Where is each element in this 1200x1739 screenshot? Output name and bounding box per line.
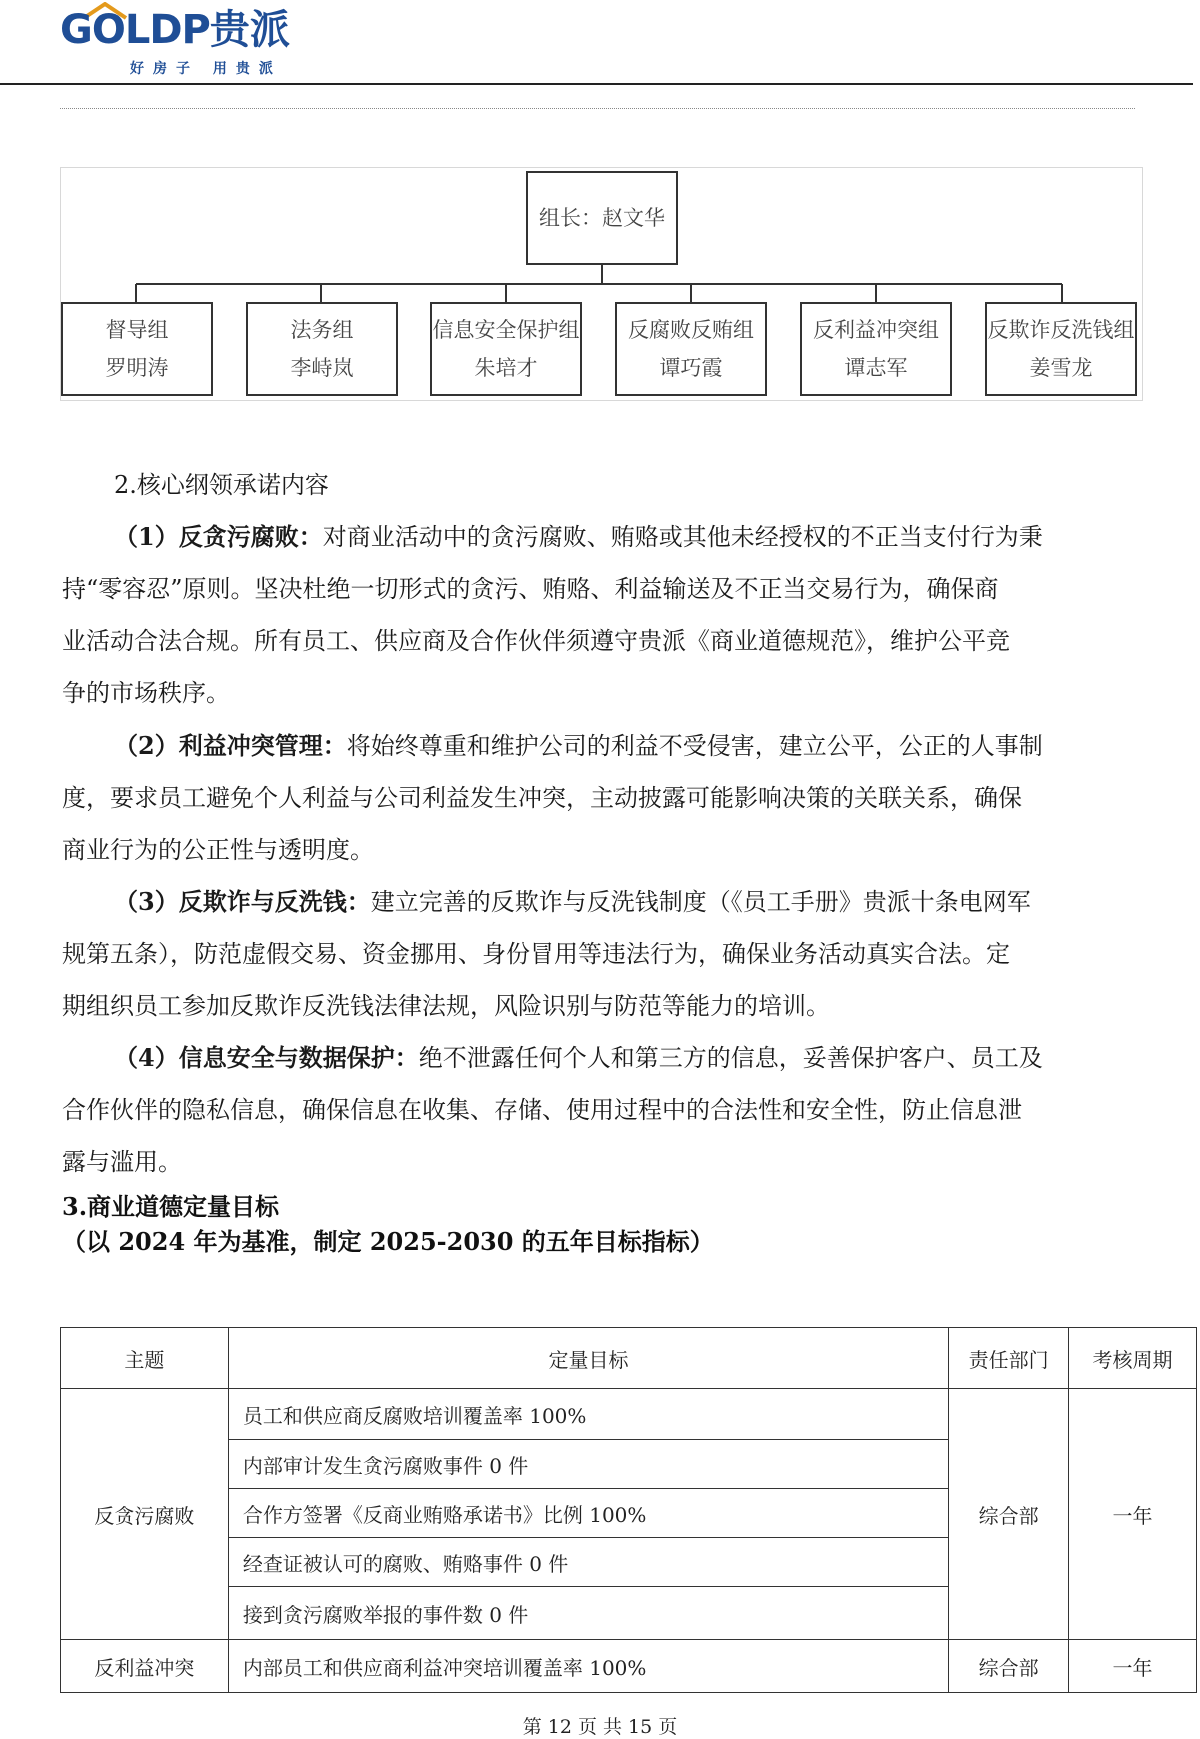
paragraph-line: 争的市场秩序。 xyxy=(62,679,230,707)
header-topic: 主题 xyxy=(61,1328,229,1389)
period-cell: 一年 xyxy=(1069,1640,1197,1693)
table-header-row xyxy=(61,1328,1197,1389)
team-lead: 姜雪龙 xyxy=(1029,356,1093,380)
paragraph-line: 合作伙伴的隐私信息，确保信息在收集、存储、使用过程中的合法性和安全性，防止信息泄 xyxy=(62,1096,1022,1124)
goal-cell: 经查证被认可的腐败、贿赂事件 0 件 xyxy=(228,1538,948,1587)
paragraph-line: 规第五条），防范虚假交易、资金挪用、身份冒用等违法行为，确保业务活动真实合法。定 xyxy=(62,940,1010,968)
org-team-box xyxy=(800,302,952,396)
header-dept: 责任部门 xyxy=(949,1328,1069,1389)
team-lead: 罗明涛 xyxy=(105,356,169,380)
item-label: （1）反贪污腐败： xyxy=(114,522,323,551)
paragraph-line xyxy=(114,511,1043,563)
team-lead: 谭巧霞 xyxy=(659,356,723,380)
goal-cell: 接到贪污腐败举报的事件数 0 件 xyxy=(228,1587,948,1640)
team-name: 法务组 xyxy=(290,318,354,342)
paragraph-line xyxy=(114,876,1031,928)
org-chart xyxy=(60,167,1143,401)
paragraph-line: 期组织员工参加反欺诈反洗钱法律法规，风险识别与防范等能力的培训。 xyxy=(62,992,830,1020)
table-row xyxy=(61,1640,1197,1693)
item-label: （2）利益冲突管理： xyxy=(114,731,347,760)
team-lead: 谭志军 xyxy=(844,356,908,380)
paragraph-line: 度，要求员工避免个人利益与公司利益发生冲突，主动披露可能影响决策的关联关系，确保 xyxy=(62,784,1022,812)
header-divider xyxy=(0,83,1193,85)
paragraph-line xyxy=(114,720,1043,772)
dept-cell: 综合部 xyxy=(949,1640,1069,1693)
item-text: 将始终尊重和维护公司的利益不受侵害，建立公平，公正的人事制 xyxy=(346,732,1043,760)
team-name: 反腐败反贿组 xyxy=(628,318,754,342)
item-label: （4）信息安全与数据保护： xyxy=(114,1043,419,1072)
section2-title: 2.核心纲领承诺内容 xyxy=(114,471,329,499)
logo-tagline: 好房子 用贵派 xyxy=(130,61,282,77)
paragraph-line: 持“零容忍”原则。坚决杜绝一切形式的贪污、贿赂、利益输送及不正当交易行为，确保商 xyxy=(62,575,999,603)
team-name: 信息安全保护组 xyxy=(432,318,580,342)
org-team-box xyxy=(61,302,213,396)
section3-subtitle: （以 2024 年为基准，制定 2025-2030 的五年目标指标） xyxy=(62,1227,714,1256)
team-name: 反利益冲突组 xyxy=(813,318,939,342)
dotted-divider xyxy=(60,108,1135,109)
logo-text: GOLDP xyxy=(60,7,210,53)
org-leader-box xyxy=(526,171,678,265)
team-name: 督导组 xyxy=(105,318,169,342)
goal-cell: 内部审计发生贪污腐败事件 0 件 xyxy=(228,1440,948,1489)
logo-cn-text: 贵派 xyxy=(209,7,290,53)
dept-cell: 综合部 xyxy=(949,1389,1069,1640)
company-logo xyxy=(60,2,300,77)
paragraph-line: 商业行为的公正性与透明度。 xyxy=(62,836,374,864)
org-team-box xyxy=(430,302,582,396)
table-row xyxy=(61,1389,1197,1440)
topic-cell: 反利益冲突 xyxy=(61,1640,229,1693)
org-team-box xyxy=(615,302,767,396)
item-label: （3）反欺诈与反洗钱： xyxy=(114,887,371,916)
goal-cell: 内部员工和供应商利益冲突培训覆盖率 100% xyxy=(228,1640,948,1693)
topic-cell: 反贪污腐败 xyxy=(61,1389,229,1640)
goals-table xyxy=(60,1327,1197,1693)
header-period: 考核周期 xyxy=(1069,1328,1197,1389)
org-team-box xyxy=(985,302,1137,396)
item-text: 对商业活动中的贪污腐败、贿赂或其他未经授权的不正当支付行为秉 xyxy=(322,523,1043,551)
item-text: 绝不泄露任何个人和第三方的信息，妥善保护客户、员工及 xyxy=(418,1044,1043,1072)
team-lead: 李峙岚 xyxy=(290,356,354,380)
team-lead: 朱培才 xyxy=(474,356,538,380)
paragraph-line: 业活动合法合规。所有员工、供应商及合作伙伴须遵守贵派《商业道德规范》，维护公平竞 xyxy=(62,627,1010,655)
page-number: 第 12 页 共 15 页 xyxy=(522,1716,678,1738)
header-goal: 定量目标 xyxy=(228,1328,948,1389)
section3-title: 3.商业道德定量目标 xyxy=(62,1192,280,1221)
goal-cell: 合作方签署《反商业贿赂承诺书》比例 100% xyxy=(228,1489,948,1538)
team-name: 反欺诈反洗钱组 xyxy=(987,318,1135,342)
org-leader: 组长：赵文华 xyxy=(539,206,665,230)
item-text: 建立完善的反欺诈与反洗钱制度（《员工手册》贵派十条电网军 xyxy=(370,888,1031,916)
goal-cell: 员工和供应商反腐败培训覆盖率 100% xyxy=(228,1389,948,1440)
period-cell: 一年 xyxy=(1069,1389,1197,1640)
org-team-box xyxy=(246,302,398,396)
paragraph-line xyxy=(114,1032,1043,1084)
paragraph-line: 露与滥用。 xyxy=(62,1148,182,1176)
